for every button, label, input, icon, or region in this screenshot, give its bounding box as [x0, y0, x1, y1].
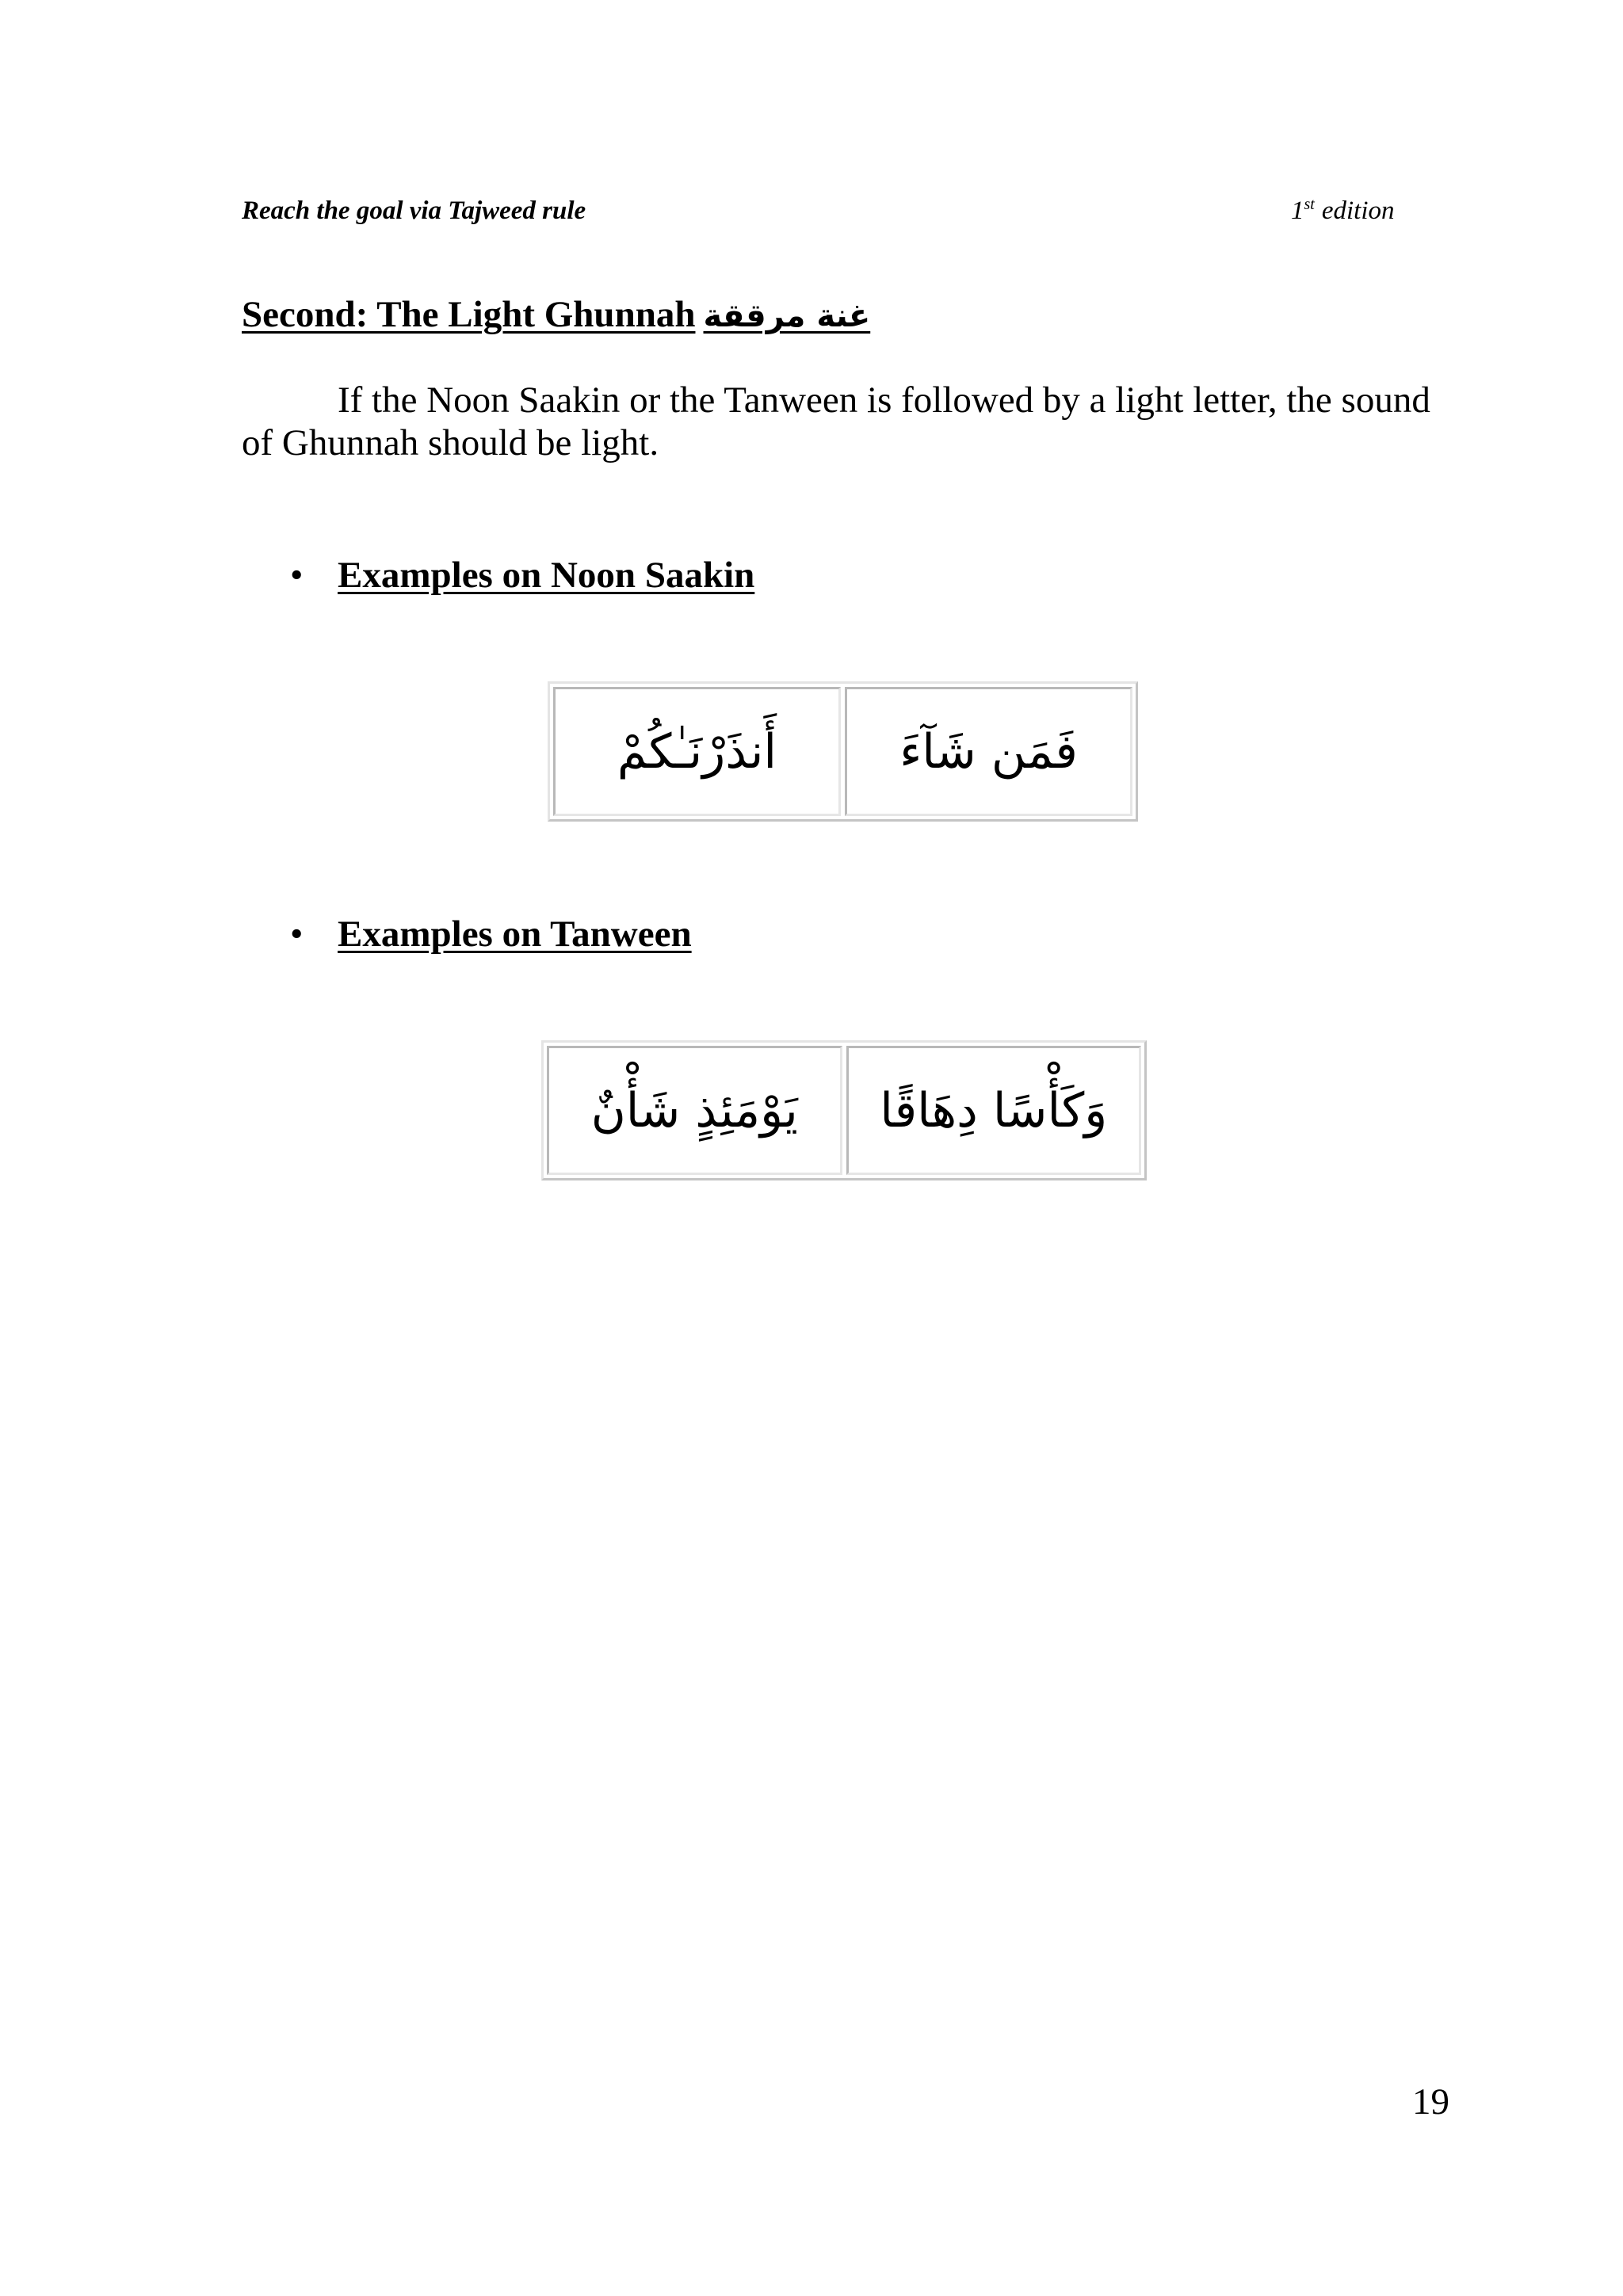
running-header-edition [1291, 196, 1395, 226]
section-heading-english: Second: The Light Ghunnah [242, 294, 696, 335]
page-number: 19 [1412, 2081, 1449, 2122]
edition-number: 1 [1291, 196, 1304, 225]
bullet-icon: • [290, 555, 304, 596]
examples-noon-saakin-table [548, 681, 1138, 822]
examples-noon-saakin-label: Examples on Noon Saakin [338, 555, 755, 596]
example-cell: أَنذَرْنَـٰكُمْ [553, 687, 841, 816]
section-heading [242, 293, 870, 338]
edition-suffix: st [1304, 196, 1315, 213]
edition-label: edition [1321, 196, 1395, 225]
bullet-icon: • [290, 913, 304, 955]
examples-tanween-label: Examples on Tanween [338, 913, 692, 955]
example-cell: يَوْمَئِذٍ شَأْنٌ [547, 1046, 842, 1175]
running-header-title: Reach the goal via Tajweed rule [242, 196, 586, 225]
examples-tanween-table [541, 1040, 1147, 1180]
example-cell: وَكَأْسًا دِهَاقًا [846, 1046, 1142, 1175]
section-heading-arabic: غنة مرققة [703, 298, 871, 334]
rule-paragraph: If the Noon Saakin or the Tanween is followed by a light letter, the sound of Ghunnah should be light. [242, 379, 1430, 463]
example-cell: فَمَن شَآءَ [845, 687, 1132, 816]
